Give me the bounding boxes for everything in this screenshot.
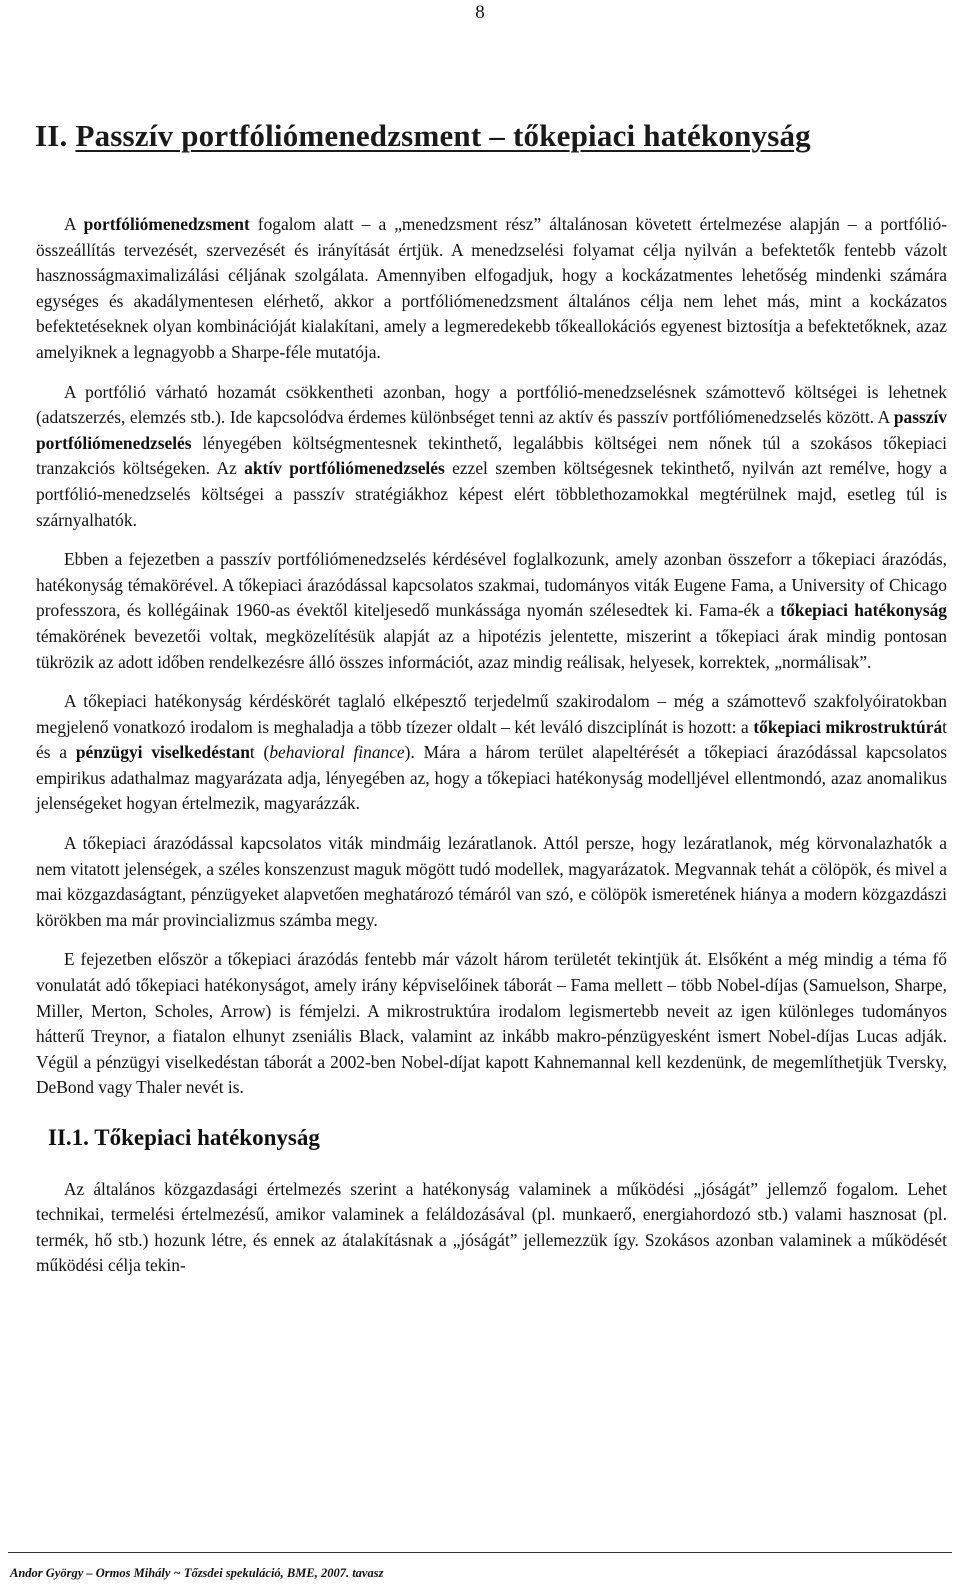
paragraphs-after-section (36, 1177, 947, 1279)
bold-term: portfóliómenedzsment (83, 214, 250, 234)
text-run: t ( (249, 742, 270, 763)
section-number: II.1. (48, 1125, 89, 1150)
page-number: 8 (475, 2, 485, 23)
text-run: ezzel szemben költségesnek tekinthető, nyilván azt remélve, hogy a portfólió-menedzselés költségei a passzív stratégiákhoz képest elért többlethozamokkal megtérülnek majd, esetleg túl is szárnyalhatók. (36, 458, 947, 530)
paragraph (36, 689, 947, 817)
text-run: A portfólió várható hozamát csökkentheti azonban, hogy a portfólió-menedzselésnek számottevő költségei is lehetnek (adatszerzés, elemzés stb.). Ide kapcsolódva érdemes különbséget tenni az aktív és passzív portfóliómenedzselés között. A (36, 381, 947, 428)
bold-term: aktív portfóliómenedzselés (244, 458, 445, 479)
paragraph (36, 947, 947, 1101)
paragraph (36, 212, 947, 366)
footer-rule (8, 1552, 952, 1553)
paragraphs (36, 212, 947, 1101)
paragraph (36, 547, 947, 675)
text-run: E fejezetben először a tőkepiaci árazódás fentebb már vázolt három területét tekintjük át. Elsőként a még mindig a téma fő vonulatát adó tőkepiaci hatékonyságot, amely irány képviselőinek táborát – Fama mellett – több Nobel-díjas (Samuelson, Sharpe, Miller, Merton, Scholes, Arrow) is fémjelzi. A mikrostruktúra irodalom legismertebb neveit az igen különleges tudományos hátterű Treynor, a fiatalon elhunyt zseniális Black, valamint az inkább makro-pénzügyesként ismert Nobel-díjas Lucas adják. Végül a pénzügyi viselkedéstan táborát a 2002-ben Nobel-díjat kapott Kahnemannal kell kezdenünk, de megemlíthetjük Tversky, DeBond vagy Thaler nevét is. (36, 949, 947, 1098)
text-run: Ebben a fejezetben a passzív portfóliómenedzselés kérdésével foglalkozunk, amely azonban összeforr a tőkepiaci árazódás, hatékonyság témakörével. A tőkepiaci árazódással kapcsolatos szakmai, tudományos viták Eugene Fama, a University of Chicago professzora, és kollégáinak 1960-as évektől kiteljesedő munkássága nyomán szélesedtek ki. Fama-ék a (36, 549, 947, 621)
chapter-title (35, 118, 935, 154)
chapter-title-text: Passzív portfóliómenedzsment – tőkepiaci hatékonyság (75, 118, 811, 153)
italic-term: behavioral finance (269, 742, 405, 763)
body-text (36, 212, 947, 1293)
text-run: A (64, 214, 84, 234)
text-run: A tőkepiaci hatékonyság kérdéskörét taglaló elképesztő terjedelmű szakirodalom – még a számottevő szakfolyóiratokban megjelenő vonatkozó irodalom is meghaladja a több tízezer oldalt – két leváló diszciplínát is hozott: a (36, 691, 947, 737)
text-run: t és a (36, 716, 947, 763)
text-run: Az általános közgazdasági értelmezés szerint a hatékonyság valaminek a működési „jóságát” jellemző fogalom. Lehet technikai, termelési értelmezésű, amikor valaminek a feláldozásával (pl. munkaerő, energiahordozó stb.) valami hasznosat (pl. termék, hő stb.) hozunk létre, és ennek az átalakításnak a „jóságát” jellemezzük így. Szokásos azonban valaminek a működését működési célja tekin- (36, 1178, 947, 1276)
section-title-text: Tőkepiaci hatékonyság (94, 1125, 320, 1150)
chapter-prefix: II. (35, 118, 68, 153)
text-run: lényegében költségmentesnek tekinthető, legalábbis költségei nem nőnek túl a szokásos tőkepiaci tranzakciós költségeken. Az (36, 432, 947, 479)
text-run: fogalom alatt – a „menedzsment rész” általánosan követett értelmezése alapján – a portfólió-összeállítás tervezését, szervezését és irányítását értjük. A menedzselési folyamat célja nyilván a befektetők fentebb vázolt hasznosságmaximalizálási céljának szolgálata. Amennyiben elfogadjuk, hogy a kockázatmentes lehetőség mindenki számára egységes és akadálymentesen elérhető, akkor a portfóliómenedzsment általános célja nem lehet más, mint a kockázatos befektetéseknek olyan kombinációját kialakítani, amely a legmeredekebb tőkeallokációs egyenest biztosítja a befektetőknek, azaz amelyiknek a legnagyobb a Sharpe-féle mutatója. (36, 214, 947, 362)
paragraph (36, 1177, 947, 1279)
text-run: témakörének bevezetői voltak, megközelítésük alapját az a hipotézis jelentette, miszerint a tőkepiaci árak mindig pontosan tükrözik az adott időben rendelkezésre álló összes információt, azaz mindig reálisak, helyesek, korrektek, „normálisak”. (36, 625, 947, 672)
text-run: ). Mára a három terület alapeltérését a tőkepiaci árazódással kapcsolatos empirikus adathalmaz magyarázata adja, lényegében az, hogy a tőkepiaci hatékonyság modelljével ellentmondó, azaz anomalikus jelenségeket hogyan értelmezik, magyarázzák. (36, 742, 947, 814)
bold-term: passzív portfóliómenedzselés (36, 407, 947, 453)
text-run: A tőkepiaci árazódással kapcsolatos viták mindmáig lezáratlanok. Attól persze, hogy lezáratlanok, még körvonalazhatók a nem vitatott jelenségek, a széles konszenzust maguk mögött tudó modellek, magyarázatok. Megvannak tehát a cölöpök, és mivel a mai közgazdaságtant, pénzügyeket alapvetően meghatározó témáról van szó, e cölöpök ismeretének hiánya a modern közgazdászi körökben ma már provincializmus számba megy. (36, 833, 947, 930)
bold-term: pénzügyi viselkedéstan (75, 742, 250, 763)
section-title (48, 1125, 947, 1151)
footer-text: Andor György – Ormos Mihály ~ Tőzsdei spekuláció, BME, 2007. tavasz (10, 1566, 384, 1580)
paragraph (36, 380, 947, 534)
paragraph (36, 831, 947, 933)
bold-term: tőkepiaci mikrostruktúrá (753, 716, 943, 737)
bold-term: tőkepiaci hatékonyság (780, 600, 948, 621)
